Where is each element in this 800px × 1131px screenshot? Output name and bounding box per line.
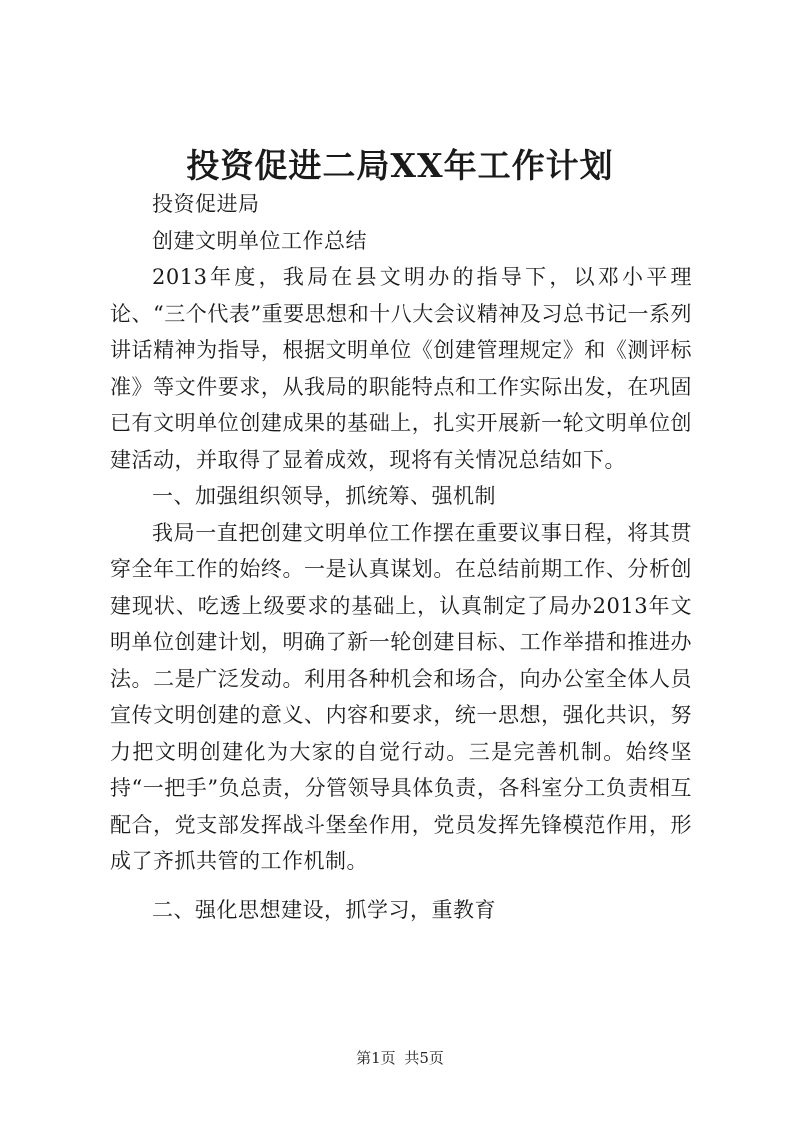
document-title: 投资促进二局XX年工作计划 (186, 146, 614, 185)
document-body (110, 186, 692, 928)
intro-paragraph: 2013年度，我局在县文明办的指导下，以邓小平理论、“三个代表”重要思想和十八大会议精神及习总书记一系列讲话精神为指导，根据文明单位《创建管理规定》和《测评标准》等文件要求，从我局的职能特点和工作实际出发，在巩固已有文明单位创建成果的基础上，扎实开展新一轮文明单位创建活动，并取得了显着成效，现将有关情况总结如下。 (110, 265, 692, 472)
section-heading-1: 一、加强组织领导，抓统筹、强机制 (152, 484, 496, 508)
section-1-paragraph: 我局一直把创建文明单位工作摆在重要议事日程，将其贯穿全年工作的始终。一是认真谋划。在总结前期工作、分析创建现状、吃透上级要求的基础上，认真制定了局办2013年文明单位创建计划，明确了新一轮创建目标、工作举措和推进办法。二是广泛发动。利用各种机会和场合，向办公室全体人员宣传文明创建的意义、内容和要求，统一思想，强化共识，努力把文明创建化为大家的自觉行动。三是完善机制。始终坚持“一把手”负总责，分管领导具体负责，各科室分工负责相互配合，党支部发挥战斗堡垒作用，党员发挥先锋模范作用，形成了齐抓共管的工作机制。 (110, 520, 692, 873)
section-heading-2: 二、强化思想建设，抓学习，重教育 (152, 897, 496, 922)
page-total: 共5页 (404, 1049, 444, 1067)
page-number: 第1页 (356, 1049, 396, 1067)
section-subtitle: 创建文明单位工作总结 (152, 228, 367, 253)
page-footer (0, 1047, 800, 1068)
department-name: 投资促进局 (152, 192, 260, 216)
